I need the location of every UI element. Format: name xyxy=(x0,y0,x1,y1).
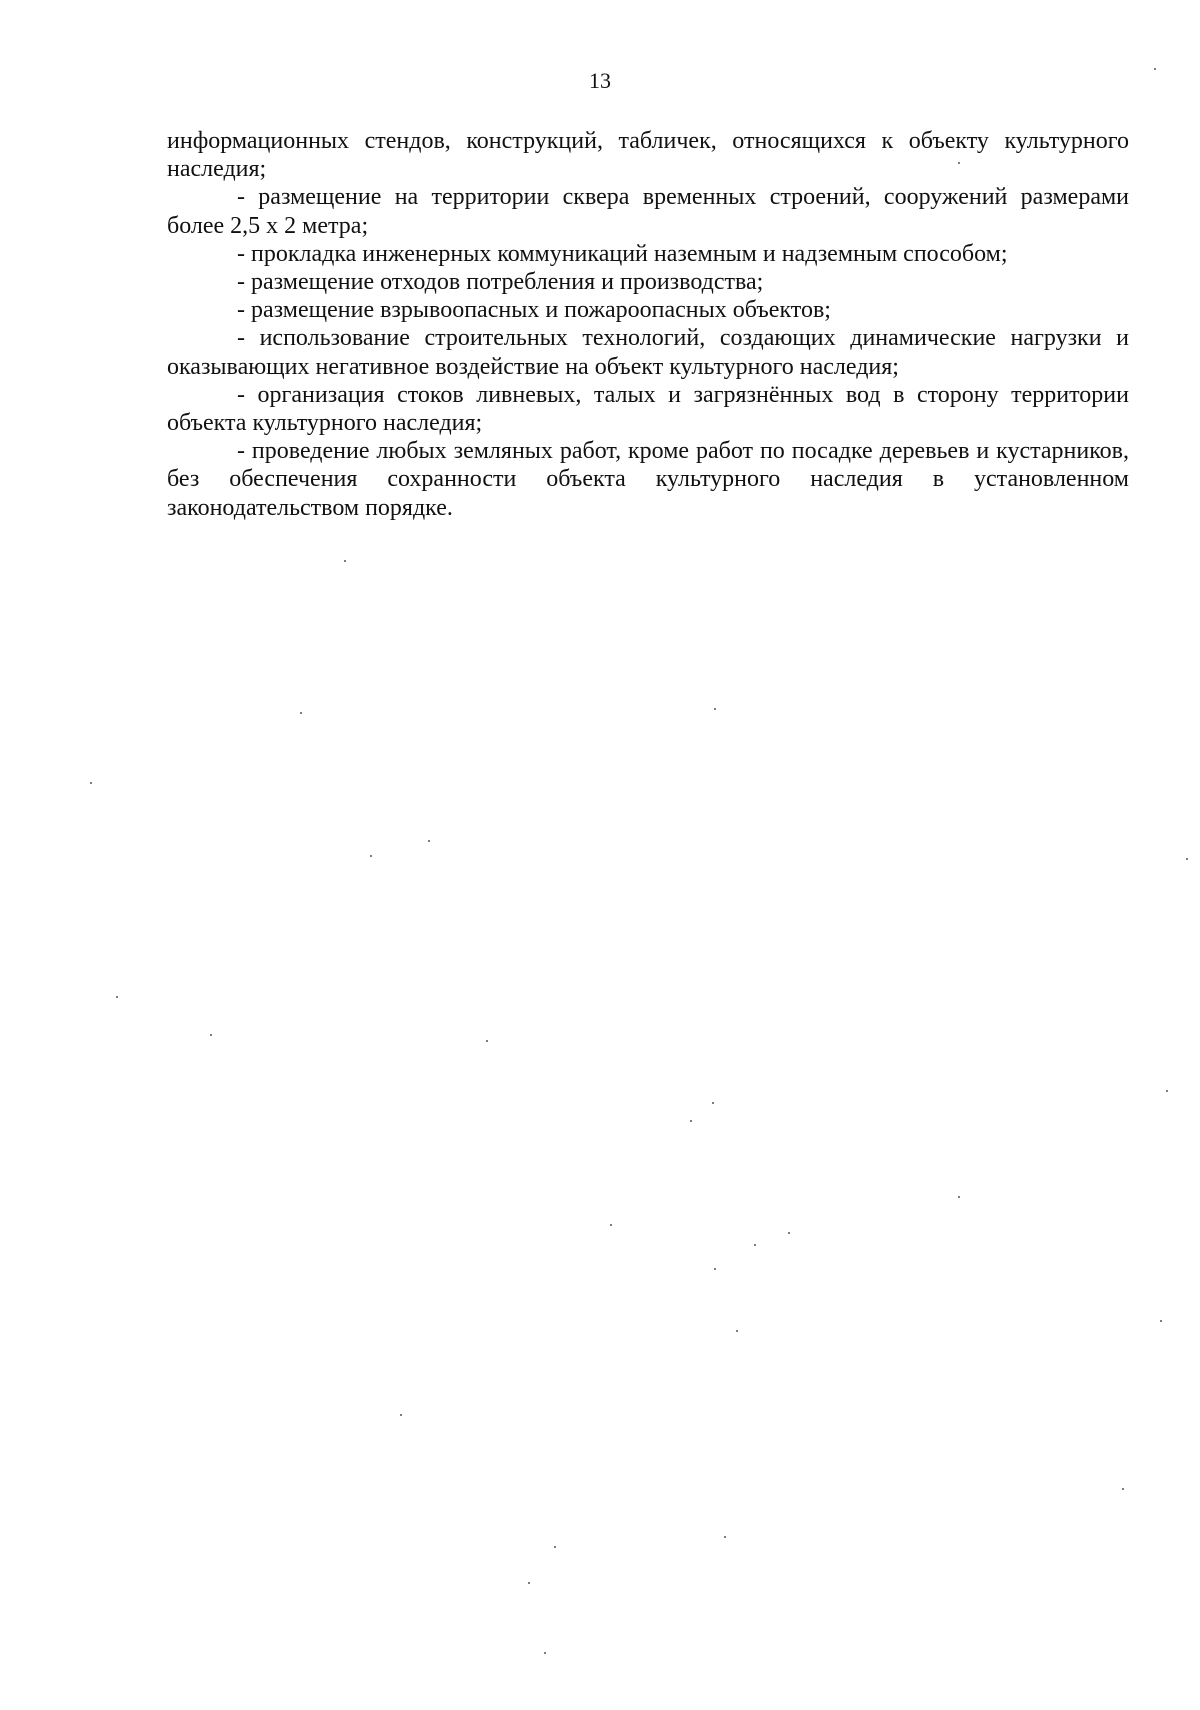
list-item-hazardous-objects: - размещение взрывоопасных и пожароопасных объектов; xyxy=(237,297,831,324)
scan-speck xyxy=(1166,1090,1168,1092)
scan-speck xyxy=(344,560,346,562)
scan-speck xyxy=(958,162,960,164)
document-text xyxy=(167,127,1129,522)
list-item-water-runoff: - организация стоков ливневых, талых и загрязнённых вод в сторону территории объекта культурного наследия; xyxy=(167,381,1129,437)
scan-speck xyxy=(370,855,372,857)
scan-speck xyxy=(690,1120,692,1122)
scan-speck xyxy=(116,996,118,998)
scan-speck xyxy=(300,712,302,714)
scan-speck xyxy=(1122,1488,1124,1490)
list-item-temporary-structures: - размещение на территории сквера временных строений, сооружений размерами более 2,5 х 2 метра; xyxy=(167,184,1129,239)
scan-speck xyxy=(544,1652,546,1654)
scan-speck xyxy=(724,1536,726,1538)
paragraph-continuation: информационных стендов, конструкций, табличек, относящихся к объекту культурного наследия; xyxy=(167,128,1129,183)
scan-speck xyxy=(714,1268,716,1270)
scan-speck xyxy=(210,1034,212,1036)
scan-speck xyxy=(554,1546,556,1548)
list-item-construction-technologies: - использование строительных технологий, создающих динамические нагрузки и оказывающих негативное воздействие на объект культурного наследия; xyxy=(167,325,1129,380)
scan-speck xyxy=(1186,858,1188,860)
list-item-earthworks: - проведение любых земляных работ, кроме работ по посадке деревьев и кустарников, без обеспечения сохранности объекта культурного наследия в установленном законодательством порядке. xyxy=(167,438,1129,521)
scan-speck xyxy=(1160,1320,1162,1322)
scan-speck xyxy=(486,1040,488,1042)
scan-speck xyxy=(712,1102,714,1104)
scan-speck xyxy=(528,1582,530,1584)
scan-speck xyxy=(788,1232,790,1234)
scan-speck xyxy=(1154,68,1156,70)
scan-speck xyxy=(958,1196,960,1198)
scan-speck xyxy=(610,1224,612,1226)
scan-speck xyxy=(714,708,716,710)
scan-speck xyxy=(754,1244,756,1246)
page-number: 13 xyxy=(589,68,611,93)
list-item-waste: - размещение отходов потребления и производства; xyxy=(237,269,764,296)
scan-speck xyxy=(90,782,92,784)
scan-speck xyxy=(736,1330,738,1332)
scan-speck xyxy=(400,1414,402,1416)
scan-speck xyxy=(428,840,430,842)
list-item-utility-lines: - прокладка инженерных коммуникаций наземным и надземным способом; xyxy=(237,240,1008,267)
